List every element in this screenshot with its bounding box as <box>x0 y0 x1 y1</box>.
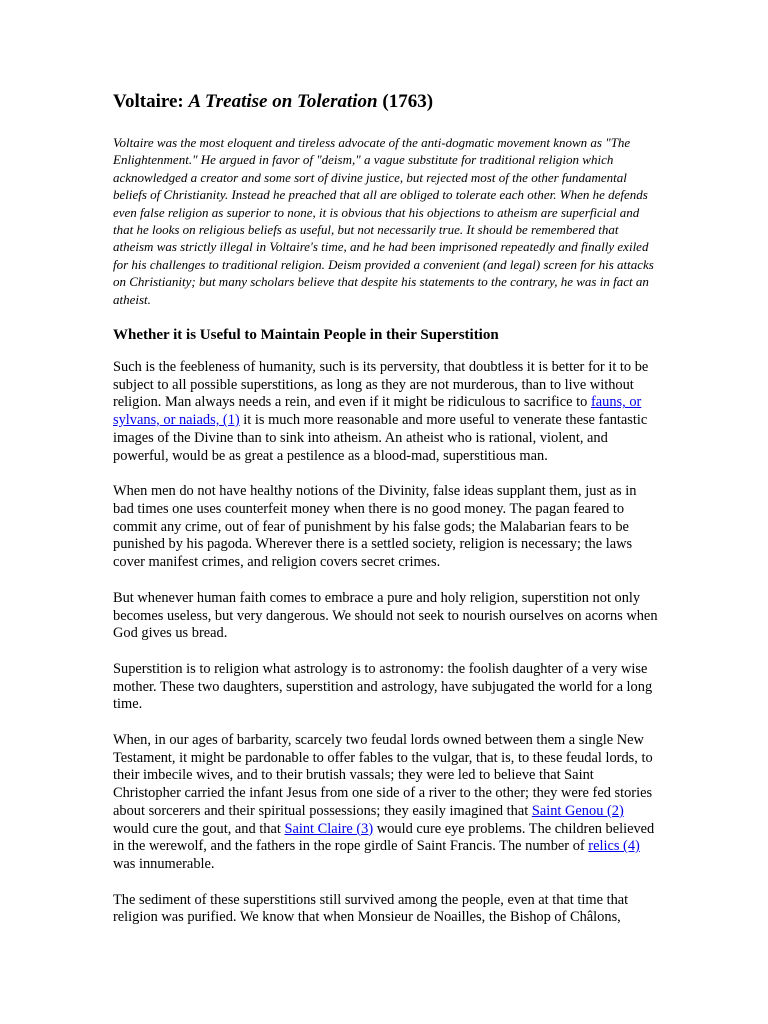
paragraph-5 <box>113 732 659 874</box>
paragraph-1-text-b: it is much more reasonable and more useful to venerate these fantastic images of the Divine than to sink into atheism. An atheist who is rational, violent, and powerful, would be as great a pestilence as a blood-mad, superstitious man. <box>113 412 648 464</box>
title-work: A Treatise on Toleration <box>188 91 378 112</box>
footnote-link-2[interactable]: Saint Genou (2) <box>531 802 624 819</box>
title-year: (1763) <box>382 91 434 112</box>
paragraph-3: But whenever human faith comes to embrace a pure and holy religion, superstition not only becomes useless, but very dangerous. We should not seek to nourish ourselves on acorns when God gives us bread. <box>113 589 658 642</box>
intro-paragraph: Voltaire was the most eloquent and tireless advocate of the anti-dogmatic movement known as "The Enlightenment." He argued in favor of "deism," a vague substitute for traditional religion which acknowledged a creator and some sort of divine justice, but rejected most of the other fundamental beliefs of Christianity. Instead he preached that all are obliged to tolerate each other. When he defends even false religion as superior to none, it is obvious that his objections to atheism are superficial and that he looks on religious beliefs as useful, but not necessarily true. It should be remembered that atheism was strictly illegal in Voltaire's time, and he had been imprisoned repeatedly and finally exiled for his challenges to traditional religion. Deism provided a convenient (and legal) screen for his attacks on Christianity; but many scholars believe that despite his statements to the contrary, he was in fact an atheist. <box>113 135 654 307</box>
paragraph-1-text-a: Such is the feebleness of humanity, such is its perversity, that doubtless it is better for it to be subject to all possible superstitions, as long as they are not murderous, than to live without religion. Man always needs a rein, and even if it might be ridiculous to sacrifice to <box>113 359 649 411</box>
title-author: Voltaire: <box>113 91 184 112</box>
footnote-link-4[interactable]: relics (4) <box>588 838 640 855</box>
paragraph-1 <box>113 359 659 465</box>
paragraph-6: The sediment of these superstitions still survived among the people, even at that time that religion was purified. We know that when Monsieur de Noailles, the Bishop of Châlons, <box>113 891 629 926</box>
paragraph-2: When men do not have healthy notions of the Divinity, false ideas supplant them, just as in bad times one uses counterfeit money when there is no good money. The pagan feared to commit any crime, out of fear of punishment by his false gods; the Malabarian fears to be punished by his pagoda. Wherever there is a settled society, religion is necessary; the laws cover manifest crimes, and religion covers secret crimes. <box>113 483 637 571</box>
footnote-link-3[interactable]: Saint Claire (3) <box>284 820 374 837</box>
paragraph-5-text-a: When, in our ages of barbarity, scarcely two feudal lords owned between them a single New Testament, it might be pardonable to offer fables to the vulgar, that is, to these feudal lords, to their imbecile wives, and to their brutish vassals; they were led to believe that Saint Christopher carried the infant Jesus from one side of a river to the other; they were fed stories about sorcerers and their spiritual possessions; they easily imagined that <box>113 732 653 819</box>
page-title <box>113 90 659 114</box>
document-page <box>113 90 659 945</box>
paragraph-5-text-d: was innumerable. <box>113 855 215 872</box>
paragraph-5-text-c: would cure eye problems. The children believed in the werewolf, and the fathers in the rope girdle of Saint Francis. The number of <box>113 820 655 855</box>
paragraph-4: Superstition is to religion what astrology is to astronomy: the foolish daughter of a very wise mother. These two daughters, superstition and astrology, have subjugated the world for a long time. <box>113 660 653 713</box>
paragraph-5-text-b: would cure the gout, and that <box>113 820 285 837</box>
section-heading: Whether it is Useful to Maintain People in their Superstition <box>113 327 499 344</box>
footnote-link-1[interactable]: fauns, or sylvans, or naiads, (1) <box>113 394 642 429</box>
